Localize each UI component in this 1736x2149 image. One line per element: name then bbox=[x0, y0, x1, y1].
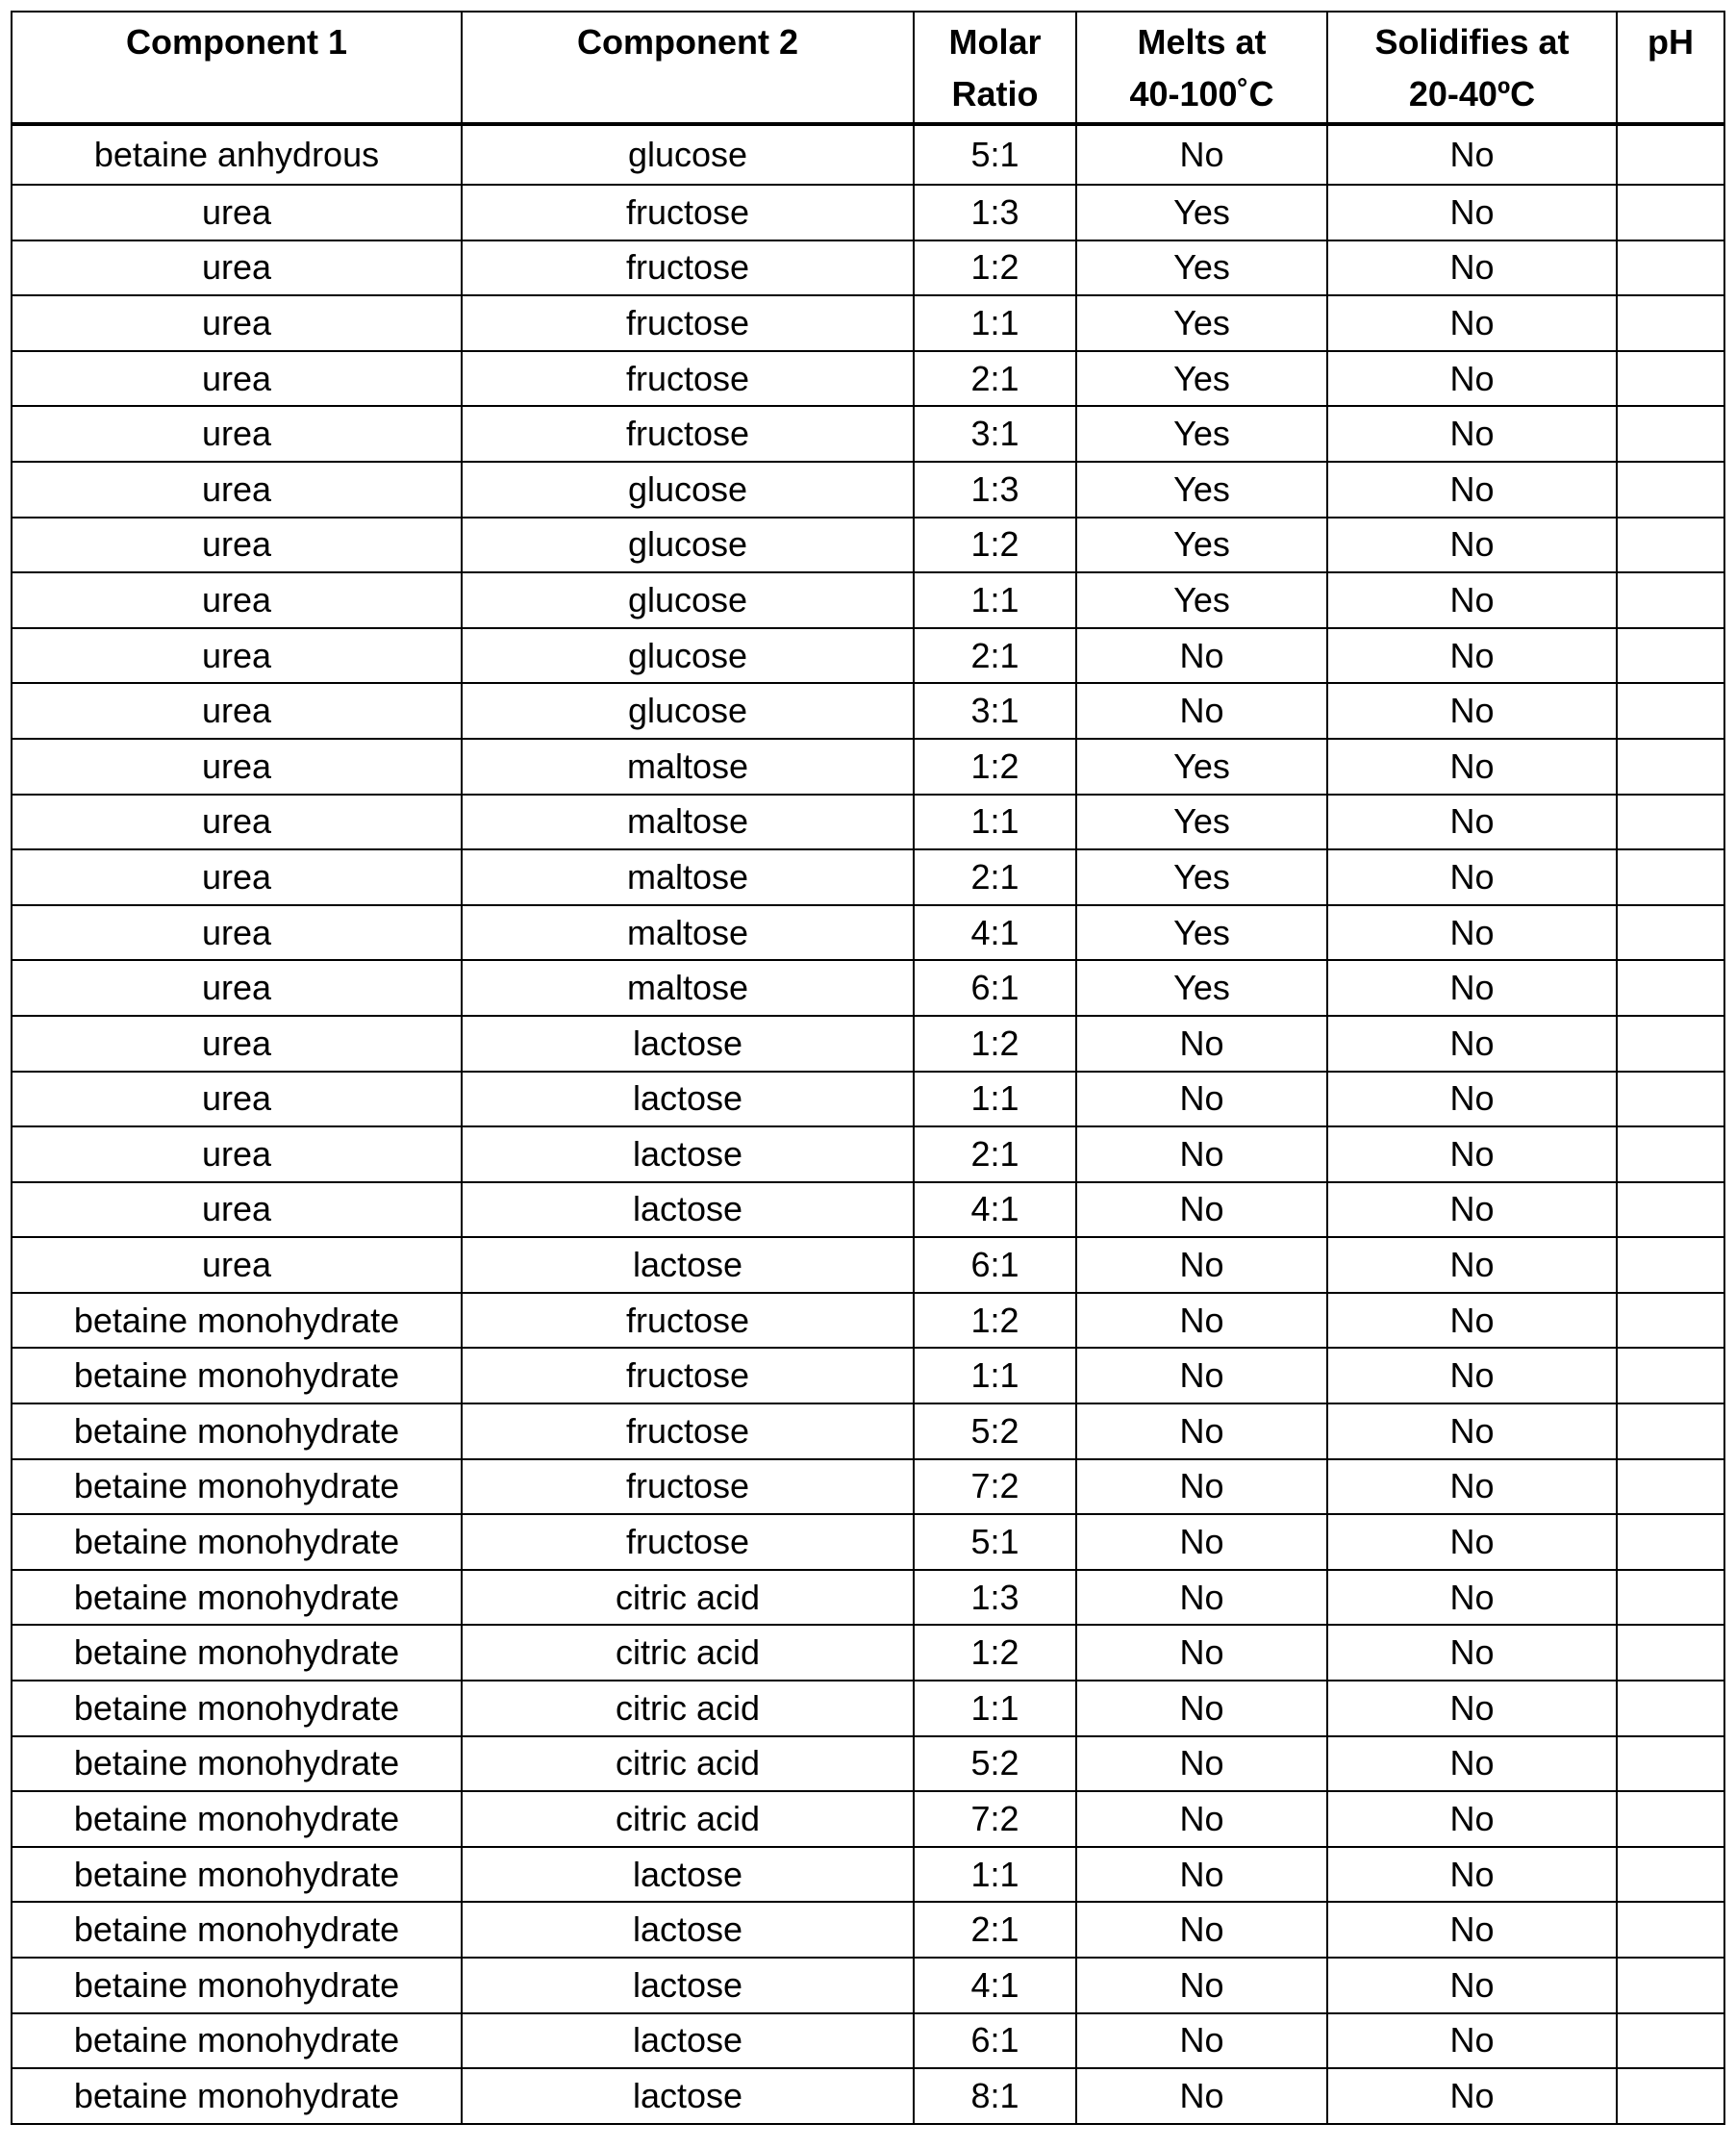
cell-ph bbox=[1617, 1625, 1724, 1681]
cell-component-1: betaine monohydrate bbox=[12, 1625, 462, 1681]
cell-ph bbox=[1617, 683, 1724, 739]
cell-melts-at: No bbox=[1076, 1958, 1327, 2013]
cell-ph bbox=[1617, 1348, 1724, 1403]
table-row bbox=[12, 462, 1724, 518]
cell-component-1: urea bbox=[12, 683, 462, 739]
cell-melts-at: Yes bbox=[1076, 960, 1327, 1016]
cell-molar-ratio: 1:3 bbox=[914, 185, 1076, 240]
cell-solidifies-at: No bbox=[1327, 1847, 1617, 1903]
cell-solidifies-at: No bbox=[1327, 1293, 1617, 1349]
table-row bbox=[12, 1847, 1724, 1903]
cell-molar-ratio: 3:1 bbox=[914, 406, 1076, 462]
header-line: Solidifies at bbox=[1328, 16, 1616, 68]
cell-solidifies-at: No bbox=[1327, 960, 1617, 1016]
cell-melts-at: No bbox=[1076, 2013, 1327, 2069]
cell-component-2: glucose bbox=[462, 683, 914, 739]
cell-solidifies-at: No bbox=[1327, 1681, 1617, 1736]
cell-component-2: fructose bbox=[462, 295, 914, 351]
table-row bbox=[12, 295, 1724, 351]
cell-solidifies-at: No bbox=[1327, 628, 1617, 684]
cell-solidifies-at: No bbox=[1327, 1625, 1617, 1681]
cell-solidifies-at: No bbox=[1327, 1348, 1617, 1403]
cell-solidifies-at: No bbox=[1327, 905, 1617, 961]
cell-component-1: urea bbox=[12, 960, 462, 1016]
cell-component-1: betaine monohydrate bbox=[12, 1736, 462, 1792]
cell-ph bbox=[1617, 1182, 1724, 1238]
table-row bbox=[12, 1902, 1724, 1958]
cell-melts-at: No bbox=[1076, 1736, 1327, 1792]
cell-solidifies-at: No bbox=[1327, 795, 1617, 850]
cell-component-2: lactose bbox=[462, 1847, 914, 1903]
cell-molar-ratio: 4:1 bbox=[914, 1182, 1076, 1238]
cell-component-2: fructose bbox=[462, 351, 914, 407]
cell-ph bbox=[1617, 406, 1724, 462]
cell-component-2: fructose bbox=[462, 1514, 914, 1570]
cell-molar-ratio: 4:1 bbox=[914, 1958, 1076, 2013]
cell-molar-ratio: 1:3 bbox=[914, 1570, 1076, 1626]
cell-melts-at: No bbox=[1076, 1902, 1327, 1958]
cell-ph bbox=[1617, 1403, 1724, 1459]
table-row bbox=[12, 2013, 1724, 2069]
cell-component-1: urea bbox=[12, 351, 462, 407]
cell-molar-ratio: 2:1 bbox=[914, 1902, 1076, 1958]
table-row bbox=[12, 406, 1724, 462]
cell-melts-at: Yes bbox=[1076, 739, 1327, 795]
cell-molar-ratio: 1:2 bbox=[914, 1293, 1076, 1349]
cell-solidifies-at: No bbox=[1327, 124, 1617, 185]
cell-component-1: betaine monohydrate bbox=[12, 1293, 462, 1349]
cell-component-2: citric acid bbox=[462, 1736, 914, 1792]
cell-melts-at: No bbox=[1076, 1126, 1327, 1182]
cell-molar-ratio: 1:1 bbox=[914, 1348, 1076, 1403]
cell-melts-at: No bbox=[1076, 1348, 1327, 1403]
header-row bbox=[12, 12, 1724, 124]
cell-ph bbox=[1617, 1514, 1724, 1570]
cell-melts-at: No bbox=[1076, 1293, 1327, 1349]
cell-molar-ratio: 6:1 bbox=[914, 1237, 1076, 1293]
table-row bbox=[12, 1736, 1724, 1792]
table-row bbox=[12, 1625, 1724, 1681]
cell-ph bbox=[1617, 2068, 1724, 2124]
table-row bbox=[12, 1958, 1724, 2013]
cell-component-1: betaine monohydrate bbox=[12, 1403, 462, 1459]
cell-melts-at: Yes bbox=[1076, 406, 1327, 462]
cell-solidifies-at: No bbox=[1327, 1016, 1617, 1072]
cell-molar-ratio: 6:1 bbox=[914, 2013, 1076, 2069]
cell-component-1: urea bbox=[12, 628, 462, 684]
cell-solidifies-at: No bbox=[1327, 295, 1617, 351]
column-header-melts-at bbox=[1076, 12, 1327, 124]
cell-molar-ratio: 6:1 bbox=[914, 960, 1076, 1016]
table-row bbox=[12, 739, 1724, 795]
table-row bbox=[12, 185, 1724, 240]
cell-melts-at: No bbox=[1076, 1791, 1327, 1847]
header-line: Ratio bbox=[915, 68, 1075, 120]
cell-ph bbox=[1617, 462, 1724, 518]
cell-molar-ratio: 5:2 bbox=[914, 1403, 1076, 1459]
cell-melts-at: Yes bbox=[1076, 351, 1327, 407]
cell-component-2: citric acid bbox=[462, 1681, 914, 1736]
column-header-molar-ratio bbox=[914, 12, 1076, 124]
cell-molar-ratio: 1:1 bbox=[914, 1847, 1076, 1903]
cell-component-1: urea bbox=[12, 240, 462, 296]
cell-solidifies-at: No bbox=[1327, 1902, 1617, 1958]
table-row bbox=[12, 905, 1724, 961]
cell-melts-at: No bbox=[1076, 1514, 1327, 1570]
cell-component-2: fructose bbox=[462, 1348, 914, 1403]
cell-melts-at: Yes bbox=[1076, 795, 1327, 850]
cell-component-1: betaine monohydrate bbox=[12, 1791, 462, 1847]
cell-molar-ratio: 1:2 bbox=[914, 518, 1076, 573]
cell-component-2: glucose bbox=[462, 572, 914, 628]
cell-component-1: betaine monohydrate bbox=[12, 1902, 462, 1958]
cell-component-1: urea bbox=[12, 849, 462, 905]
cell-component-1: betaine monohydrate bbox=[12, 1681, 462, 1736]
cell-ph bbox=[1617, 1958, 1724, 2013]
cell-component-1: betaine anhydrous bbox=[12, 124, 462, 185]
cell-component-2: glucose bbox=[462, 124, 914, 185]
cell-molar-ratio: 3:1 bbox=[914, 683, 1076, 739]
cell-component-1: urea bbox=[12, 518, 462, 573]
cell-molar-ratio: 1:2 bbox=[914, 1625, 1076, 1681]
table-row bbox=[12, 849, 1724, 905]
table-row bbox=[12, 351, 1724, 407]
table-row bbox=[12, 960, 1724, 1016]
cell-melts-at: No bbox=[1076, 1570, 1327, 1626]
cell-melts-at: Yes bbox=[1076, 849, 1327, 905]
cell-component-2: lactose bbox=[462, 2013, 914, 2069]
cell-ph bbox=[1617, 1791, 1724, 1847]
cell-component-2: fructose bbox=[462, 406, 914, 462]
column-header-ph bbox=[1617, 12, 1724, 124]
cell-melts-at: Yes bbox=[1076, 905, 1327, 961]
table-row bbox=[12, 124, 1724, 185]
cell-component-2: glucose bbox=[462, 518, 914, 573]
cell-component-1: urea bbox=[12, 406, 462, 462]
cell-molar-ratio: 1:3 bbox=[914, 462, 1076, 518]
cell-component-1: betaine monohydrate bbox=[12, 1459, 462, 1515]
cell-ph bbox=[1617, 2013, 1724, 2069]
cell-component-2: fructose bbox=[462, 1293, 914, 1349]
cell-molar-ratio: 1:1 bbox=[914, 1681, 1076, 1736]
cell-component-2: glucose bbox=[462, 462, 914, 518]
cell-molar-ratio: 5:2 bbox=[914, 1736, 1076, 1792]
cell-component-1: betaine monohydrate bbox=[12, 1570, 462, 1626]
cell-ph bbox=[1617, 849, 1724, 905]
cell-melts-at: No bbox=[1076, 2068, 1327, 2124]
cell-component-2: maltose bbox=[462, 905, 914, 961]
cell-solidifies-at: No bbox=[1327, 240, 1617, 296]
cell-component-1: betaine monohydrate bbox=[12, 1847, 462, 1903]
cell-solidifies-at: No bbox=[1327, 1072, 1617, 1127]
table-row bbox=[12, 1459, 1724, 1515]
cell-molar-ratio: 2:1 bbox=[914, 1126, 1076, 1182]
cell-component-1: betaine monohydrate bbox=[12, 1348, 462, 1403]
cell-component-2: citric acid bbox=[462, 1625, 914, 1681]
table-row bbox=[12, 240, 1724, 296]
cell-component-2: fructose bbox=[462, 185, 914, 240]
cell-component-2: maltose bbox=[462, 849, 914, 905]
cell-ph bbox=[1617, 1237, 1724, 1293]
cell-molar-ratio: 7:2 bbox=[914, 1459, 1076, 1515]
header-line: 40-100˚C bbox=[1077, 68, 1326, 120]
cell-component-2: fructose bbox=[462, 1403, 914, 1459]
cell-ph bbox=[1617, 1126, 1724, 1182]
table-row bbox=[12, 683, 1724, 739]
cell-molar-ratio: 1:2 bbox=[914, 739, 1076, 795]
cell-ph bbox=[1617, 351, 1724, 407]
cell-component-2: lactose bbox=[462, 1902, 914, 1958]
cell-ph bbox=[1617, 1570, 1724, 1626]
cell-solidifies-at: No bbox=[1327, 351, 1617, 407]
cell-ph bbox=[1617, 795, 1724, 850]
cell-solidifies-at: No bbox=[1327, 1736, 1617, 1792]
table-row bbox=[12, 2068, 1724, 2124]
cell-solidifies-at: No bbox=[1327, 1459, 1617, 1515]
cell-component-2: lactose bbox=[462, 1958, 914, 2013]
cell-ph bbox=[1617, 124, 1724, 185]
cell-molar-ratio: 5:1 bbox=[914, 1514, 1076, 1570]
cell-component-2: fructose bbox=[462, 1459, 914, 1515]
cell-ph bbox=[1617, 628, 1724, 684]
table-row bbox=[12, 628, 1724, 684]
cell-component-1: urea bbox=[12, 795, 462, 850]
cell-component-1: betaine monohydrate bbox=[12, 2068, 462, 2124]
header-line: 20-40ºC bbox=[1328, 68, 1616, 120]
cell-solidifies-at: No bbox=[1327, 2013, 1617, 2069]
cell-molar-ratio: 2:1 bbox=[914, 849, 1076, 905]
cell-component-2: lactose bbox=[462, 1126, 914, 1182]
cell-melts-at: No bbox=[1076, 1403, 1327, 1459]
cell-molar-ratio: 1:1 bbox=[914, 295, 1076, 351]
cell-melts-at: No bbox=[1076, 124, 1327, 185]
cell-solidifies-at: No bbox=[1327, 185, 1617, 240]
cell-component-1: urea bbox=[12, 1237, 462, 1293]
cell-solidifies-at: No bbox=[1327, 2068, 1617, 2124]
cell-molar-ratio: 1:1 bbox=[914, 795, 1076, 850]
cell-ph bbox=[1617, 1459, 1724, 1515]
header-line: Component 1 bbox=[13, 16, 461, 68]
cell-component-1: urea bbox=[12, 1072, 462, 1127]
cell-molar-ratio: 1:2 bbox=[914, 240, 1076, 296]
cell-component-2: maltose bbox=[462, 795, 914, 850]
header-line: pH bbox=[1618, 16, 1723, 68]
cell-solidifies-at: No bbox=[1327, 849, 1617, 905]
cell-melts-at: No bbox=[1076, 1681, 1327, 1736]
cell-molar-ratio: 1:2 bbox=[914, 1016, 1076, 1072]
cell-ph bbox=[1617, 905, 1724, 961]
cell-component-2: citric acid bbox=[462, 1570, 914, 1626]
table-row bbox=[12, 1514, 1724, 1570]
cell-solidifies-at: No bbox=[1327, 1403, 1617, 1459]
cell-ph bbox=[1617, 572, 1724, 628]
header-line: Molar bbox=[915, 16, 1075, 68]
cell-component-2: lactose bbox=[462, 2068, 914, 2124]
table-row bbox=[12, 518, 1724, 573]
cell-solidifies-at: No bbox=[1327, 1791, 1617, 1847]
table-row bbox=[12, 1570, 1724, 1626]
column-header-component-2 bbox=[462, 12, 914, 124]
table-row bbox=[12, 1072, 1724, 1127]
cell-molar-ratio: 7:2 bbox=[914, 1791, 1076, 1847]
cell-component-1: urea bbox=[12, 1182, 462, 1238]
cell-solidifies-at: No bbox=[1327, 518, 1617, 573]
cell-component-1: urea bbox=[12, 1126, 462, 1182]
table-row bbox=[12, 1182, 1724, 1238]
cell-melts-at: No bbox=[1076, 1072, 1327, 1127]
cell-solidifies-at: No bbox=[1327, 406, 1617, 462]
column-header-solidifies-at bbox=[1327, 12, 1617, 124]
cell-melts-at: Yes bbox=[1076, 295, 1327, 351]
cell-solidifies-at: No bbox=[1327, 1126, 1617, 1182]
cell-molar-ratio: 8:1 bbox=[914, 2068, 1076, 2124]
cell-component-1: urea bbox=[12, 462, 462, 518]
cell-component-1: urea bbox=[12, 739, 462, 795]
cell-ph bbox=[1617, 295, 1724, 351]
cell-ph bbox=[1617, 1293, 1724, 1349]
table-row bbox=[12, 1293, 1724, 1349]
cell-melts-at: No bbox=[1076, 1182, 1327, 1238]
cell-component-1: betaine monohydrate bbox=[12, 1514, 462, 1570]
cell-component-1: urea bbox=[12, 905, 462, 961]
cell-solidifies-at: No bbox=[1327, 683, 1617, 739]
cell-ph bbox=[1617, 185, 1724, 240]
cell-molar-ratio: 4:1 bbox=[914, 905, 1076, 961]
cell-melts-at: No bbox=[1076, 1016, 1327, 1072]
cell-molar-ratio: 5:1 bbox=[914, 124, 1076, 185]
table-row bbox=[12, 795, 1724, 850]
cell-component-2: lactose bbox=[462, 1072, 914, 1127]
cell-ph bbox=[1617, 1681, 1724, 1736]
cell-molar-ratio: 1:1 bbox=[914, 572, 1076, 628]
cell-ph bbox=[1617, 1736, 1724, 1792]
cell-component-1: urea bbox=[12, 185, 462, 240]
cell-ph bbox=[1617, 960, 1724, 1016]
cell-solidifies-at: No bbox=[1327, 462, 1617, 518]
cell-component-2: lactose bbox=[462, 1182, 914, 1238]
cell-component-2: glucose bbox=[462, 628, 914, 684]
table-row bbox=[12, 572, 1724, 628]
cell-component-2: fructose bbox=[462, 240, 914, 296]
cell-component-1: urea bbox=[12, 1016, 462, 1072]
table-row bbox=[12, 1348, 1724, 1403]
cell-ph bbox=[1617, 1072, 1724, 1127]
cell-ph bbox=[1617, 1847, 1724, 1903]
cell-melts-at: No bbox=[1076, 1625, 1327, 1681]
table-row bbox=[12, 1126, 1724, 1182]
cell-solidifies-at: No bbox=[1327, 1958, 1617, 2013]
cell-melts-at: Yes bbox=[1076, 462, 1327, 518]
cell-component-1: urea bbox=[12, 572, 462, 628]
cell-solidifies-at: No bbox=[1327, 1182, 1617, 1238]
cell-melts-at: No bbox=[1076, 1237, 1327, 1293]
cell-melts-at: No bbox=[1076, 683, 1327, 739]
cell-component-2: lactose bbox=[462, 1016, 914, 1072]
cell-component-2: maltose bbox=[462, 739, 914, 795]
cell-component-2: citric acid bbox=[462, 1791, 914, 1847]
data-table bbox=[11, 11, 1725, 2125]
cell-ph bbox=[1617, 240, 1724, 296]
cell-melts-at: Yes bbox=[1076, 240, 1327, 296]
header-line: Component 2 bbox=[463, 16, 913, 68]
cell-melts-at: Yes bbox=[1076, 185, 1327, 240]
cell-molar-ratio: 1:1 bbox=[914, 1072, 1076, 1127]
cell-solidifies-at: No bbox=[1327, 1514, 1617, 1570]
cell-molar-ratio: 2:1 bbox=[914, 628, 1076, 684]
cell-melts-at: No bbox=[1076, 1847, 1327, 1903]
table-row bbox=[12, 1237, 1724, 1293]
cell-component-2: lactose bbox=[462, 1237, 914, 1293]
header-line: Melts at bbox=[1077, 16, 1326, 68]
cell-ph bbox=[1617, 518, 1724, 573]
cell-solidifies-at: No bbox=[1327, 739, 1617, 795]
table-row bbox=[12, 1016, 1724, 1072]
cell-component-1: urea bbox=[12, 295, 462, 351]
cell-melts-at: No bbox=[1076, 1459, 1327, 1515]
cell-solidifies-at: No bbox=[1327, 572, 1617, 628]
table-row bbox=[12, 1403, 1724, 1459]
cell-molar-ratio: 2:1 bbox=[914, 351, 1076, 407]
cell-melts-at: Yes bbox=[1076, 518, 1327, 573]
column-header-component-1 bbox=[12, 12, 462, 124]
cell-melts-at: Yes bbox=[1076, 572, 1327, 628]
cell-ph bbox=[1617, 1902, 1724, 1958]
cell-melts-at: No bbox=[1076, 628, 1327, 684]
cell-solidifies-at: No bbox=[1327, 1237, 1617, 1293]
cell-component-2: maltose bbox=[462, 960, 914, 1016]
cell-component-1: betaine monohydrate bbox=[12, 2013, 462, 2069]
table-row bbox=[12, 1681, 1724, 1736]
cell-component-1: betaine monohydrate bbox=[12, 1958, 462, 2013]
cell-solidifies-at: No bbox=[1327, 1570, 1617, 1626]
table-row bbox=[12, 1791, 1724, 1847]
cell-ph bbox=[1617, 1016, 1724, 1072]
cell-ph bbox=[1617, 739, 1724, 795]
